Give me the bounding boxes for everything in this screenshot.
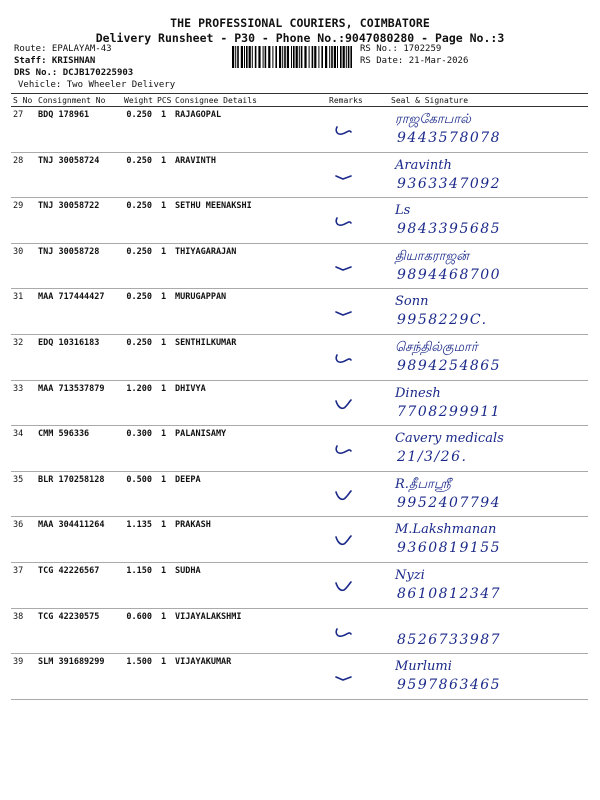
row-consignee: SENTHILKUMAR [173,334,327,380]
row-consignee: ARAVINTH [173,152,327,198]
table-row [11,289,588,335]
runsheet-table [11,93,588,700]
row-sno: 27 [11,107,36,153]
row-consignee: VIJAYAKUMAR [173,654,327,700]
remark-mark-icon [333,212,353,232]
table-row [11,426,588,472]
row-remarks [327,152,375,198]
signature-name: R.தீபாஸ்ரீ [395,476,451,492]
remark-mark-icon [333,349,353,369]
row-remarks [327,289,375,335]
runsheet-title: Delivery Runsheet - P30 - Phone No.:9047080280 - Page No.:3 [95,31,505,45]
remark-mark-icon [333,121,353,141]
row-pcs: 1 [155,608,173,654]
route-label: Route: EPALAYAM-43 [14,44,112,54]
row-consignee: PALANISAMY [173,426,327,472]
barcode [232,46,352,68]
row-pcs: 1 [155,654,173,700]
col-pcs: PCS [157,95,172,105]
row-signature [375,243,588,289]
row-pcs: 1 [155,334,173,380]
signature-name: தியாகராஜன் [395,248,469,264]
vehicle-label: Vehicle: Two Wheeler Delivery [18,80,176,90]
row-signature [375,198,588,244]
signature-phone: 9952407794 [397,494,502,511]
row-sno: 36 [11,517,36,563]
col-consignee: Consignee Details [173,94,327,107]
row-consignment: TCG 42230575 [36,608,122,654]
row-weight: 0.250 [122,198,155,244]
row-sno: 31 [11,289,36,335]
signature-phone: 21/3/26. [397,449,468,466]
row-remarks [327,198,375,244]
row-consignee: SETHU MEENAKSHI [173,198,327,244]
row-consignment: BDQ 178961 [36,107,122,153]
signature-handwriting [375,654,585,695]
signature-phone: 8610812347 [397,585,502,602]
remark-mark-icon [333,395,353,415]
signature-handwriting [375,335,585,376]
table-row [11,562,588,608]
row-remarks [327,608,375,654]
table-row [11,243,588,289]
row-remarks [327,380,375,426]
table-row [11,152,588,198]
col-signature: Seal & Signature [375,94,588,107]
signature-phone: 9843395685 [397,221,502,238]
row-weight: 1.500 [122,654,155,700]
row-signature [375,426,588,472]
row-signature [375,107,588,153]
row-signature [375,289,588,335]
row-consignment: TCG 42226567 [36,562,122,608]
table-row [11,334,588,380]
signature-name: Cavery medicals [395,431,504,447]
signature-phone: 9363347092 [397,175,502,192]
row-consignee: SUDHA [173,562,327,608]
signature-handwriting [375,107,585,148]
signature-handwriting [375,153,585,194]
row-consignment: TNJ 30058722 [36,198,122,244]
row-pcs: 1 [155,380,173,426]
row-sno: 39 [11,654,36,700]
row-remarks [327,654,375,700]
signature-phone: 9443578078 [397,130,502,146]
signature-handwriting [375,198,585,239]
row-sno: 34 [11,426,36,472]
signature-name: Nyzi [395,567,425,583]
row-remarks [327,243,375,289]
drs-label: DRS No.: DCJB170225903 [14,68,134,78]
table-header [11,94,588,107]
remark-mark-icon [333,258,353,278]
company-title: THE PROFESSIONAL COURIERS, COIMBATORE [170,16,430,30]
remark-mark-icon [333,440,353,460]
signature-name: Murlumi [395,659,452,675]
row-consignee: VIJAYALAKSHMI [173,608,327,654]
remark-mark-icon [333,623,353,643]
row-sno: 35 [11,471,36,517]
table-row [11,107,588,153]
table-row [11,380,588,426]
row-consignment: CMM 596336 [36,426,122,472]
signature-phone: 9958229C. [397,312,488,329]
signature-name: Aravinth [395,157,452,173]
remark-mark-icon [333,531,353,551]
row-signature [375,517,588,563]
row-signature [375,152,588,198]
row-pcs: 1 [155,471,173,517]
remark-mark-icon [333,577,353,597]
row-consignment: MAA 304411264 [36,517,122,563]
row-signature [375,654,588,700]
signature-phone: 7708299911 [397,403,502,420]
row-consignee: DEEPA [173,471,327,517]
row-weight: 1.200 [122,380,155,426]
row-sno: 28 [11,152,36,198]
row-weight: 0.600 [122,608,155,654]
signature-name: Dinesh [395,385,441,401]
remark-mark-icon [333,486,353,506]
row-sno: 38 [11,608,36,654]
signature-handwriting [375,563,585,604]
row-signature [375,471,588,517]
row-sno: 32 [11,334,36,380]
signature-phone: 9597863465 [397,677,502,694]
signature-handwriting [375,381,585,422]
row-sno: 33 [11,380,36,426]
signature-name: Ls [395,203,411,219]
row-pcs: 1 [155,289,173,335]
row-consignee: RAJAGOPAL [173,107,327,153]
row-weight: 0.500 [122,471,155,517]
row-remarks [327,517,375,563]
remark-mark-icon [333,303,353,323]
row-pcs: 1 [155,198,173,244]
row-consignment: BLR 170258128 [36,471,122,517]
row-sno: 37 [11,562,36,608]
signature-name: Sonn [395,294,429,310]
signature-name: ராஜகோபால் [395,112,471,127]
row-weight: 0.250 [122,152,155,198]
row-consignment: TNJ 30058724 [36,152,122,198]
row-remarks [327,107,375,153]
signature-name: செந்தில்குமார் [395,339,478,355]
row-sno: 30 [11,243,36,289]
remark-mark-icon [333,668,353,688]
row-consignee: MURUGAPPAN [173,289,327,335]
rs-date: RS Date: 21-Mar-2026 [360,56,469,66]
signature-phone: 8526733987 [397,631,502,648]
row-weight: 1.135 [122,517,155,563]
row-consignee: DHIVYA [173,380,327,426]
row-pcs: 1 [155,152,173,198]
row-weight: 0.300 [122,426,155,472]
col-remarks: Remarks [327,94,375,107]
row-sno: 29 [11,198,36,244]
row-pcs: 1 [155,517,173,563]
row-weight: 1.150 [122,562,155,608]
signature-phone: 9894254865 [397,357,502,374]
row-consignee: PRAKASH [173,517,327,563]
row-weight: 0.250 [122,289,155,335]
row-signature [375,334,588,380]
col-sno: S No [11,94,36,107]
row-pcs: 1 [155,426,173,472]
signature-handwriting [375,426,585,467]
row-pcs: 1 [155,243,173,289]
rs-number: RS No.: 1702259 [360,44,442,54]
row-signature [375,608,588,654]
row-signature [375,562,588,608]
table-row [11,471,588,517]
row-signature [375,380,588,426]
col-weight: Weight [122,94,155,107]
row-consignment: TNJ 30058728 [36,243,122,289]
row-pcs: 1 [155,562,173,608]
row-consignee: THIYAGARAJAN [173,243,327,289]
table-row [11,198,588,244]
row-consignment: SLM 391689299 [36,654,122,700]
signature-handwriting [375,517,585,558]
row-remarks [327,426,375,472]
signature-handwriting [375,289,585,330]
table-row [11,654,588,700]
table-row [11,517,588,563]
row-consignment: EDQ 10316183 [36,334,122,380]
signature-handwriting [375,609,585,650]
row-consignment: MAA 713537879 [36,380,122,426]
staff-label: Staff: KRISHNAN [14,56,96,66]
signature-handwriting [375,244,585,285]
signature-name: M.Lakshmanan [395,522,497,538]
signature-handwriting [375,472,585,513]
row-pcs: 1 [155,107,173,153]
signature-phone: 9360819155 [397,540,502,557]
col-consignment: Consignment No [36,94,122,107]
row-remarks [327,562,375,608]
row-weight: 0.250 [122,334,155,380]
signature-phone: 9894468700 [397,266,502,283]
remark-mark-icon [333,167,353,187]
row-remarks [327,471,375,517]
row-consignment: MAA 717444427 [36,289,122,335]
table-row [11,608,588,654]
row-weight: 0.250 [122,107,155,153]
row-remarks [327,334,375,380]
row-weight: 0.250 [122,243,155,289]
